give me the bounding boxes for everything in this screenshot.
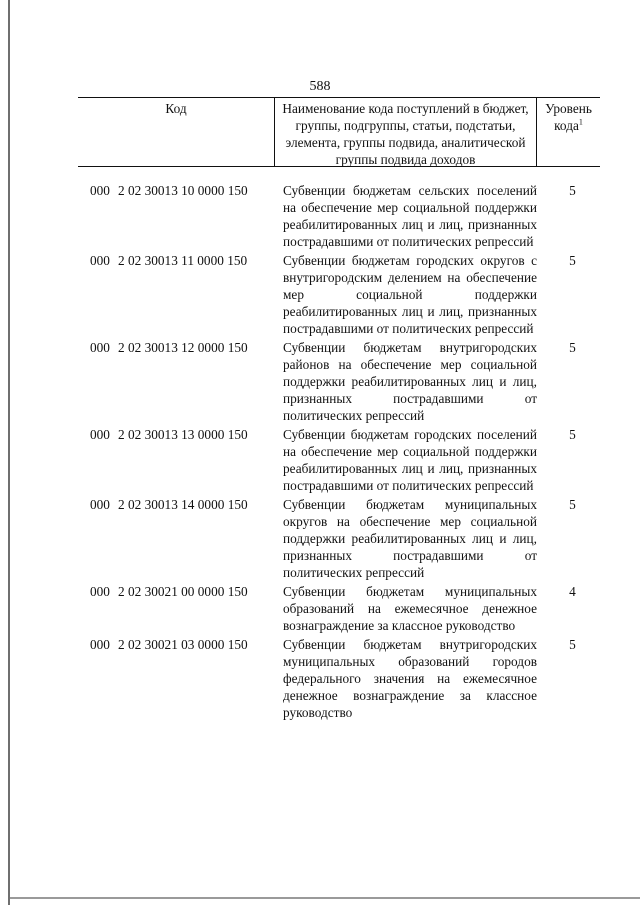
row-level: 5 bbox=[569, 497, 576, 512]
header-name: Наименование кода поступлений в бюджет, группы, подгруппы, статьи, подстатьи, элемента, группы подвида, аналитической группы подвида доходов bbox=[275, 98, 537, 166]
row-level: 5 bbox=[569, 340, 576, 355]
row-prefix: 000 bbox=[90, 637, 110, 652]
row-level: 5 bbox=[569, 183, 576, 198]
page-number: 588 bbox=[309, 79, 331, 94]
table-header bbox=[78, 97, 600, 167]
row-code: 2 02 30013 14 0000 150 bbox=[118, 497, 248, 512]
row-prefix: 000 bbox=[90, 497, 110, 512]
table-row bbox=[78, 636, 600, 721]
header-code: Код bbox=[78, 98, 275, 166]
row-level: 5 bbox=[569, 637, 576, 652]
row-prefix: 000 bbox=[90, 253, 110, 268]
row-code: 2 02 30021 03 0000 150 bbox=[118, 637, 248, 652]
header-level-footnote: 1 bbox=[578, 117, 583, 127]
row-code: 2 02 30013 11 0000 150 bbox=[118, 253, 248, 268]
header-level-label: Уровень кода bbox=[545, 101, 592, 133]
table-row bbox=[78, 339, 600, 424]
scan-edge-bottom bbox=[10, 897, 640, 899]
row-code: 2 02 30021 00 0000 150 bbox=[118, 584, 248, 599]
scan-edge-left bbox=[8, 0, 10, 905]
row-code: 2 02 30013 10 0000 150 bbox=[118, 183, 248, 198]
table-row bbox=[78, 182, 600, 250]
row-name: Субвенции бюджетам внутригородских муниципальных образований городов федерального значения на ежемесячное денежное вознаграждение за классное руководство bbox=[283, 637, 537, 720]
table-row bbox=[78, 583, 600, 634]
row-name: Субвенции бюджетам муниципальных образований на ежемесячное денежное вознаграждение за классное руководство bbox=[283, 584, 537, 633]
header-level bbox=[537, 98, 600, 166]
row-code: 2 02 30013 13 0000 150 bbox=[118, 427, 248, 442]
row-name: Субвенции бюджетам внутригородских районов на обеспечение мер социальной поддержки реабилитированных лиц и лиц, признанных пострадавшими от политических репрессий bbox=[283, 340, 537, 423]
row-prefix: 000 bbox=[90, 427, 110, 442]
row-level: 5 bbox=[569, 427, 576, 442]
row-level: 4 bbox=[569, 584, 576, 599]
row-name: Субвенции бюджетам городских поселений на обеспечение мер социальной поддержки реабилитированных лиц и лиц, признанных пострадавшими от политических репрессий bbox=[283, 427, 537, 493]
table-row bbox=[78, 496, 600, 581]
row-prefix: 000 bbox=[90, 584, 110, 599]
row-name: Субвенции бюджетам сельских поселений на обеспечение мер социальной поддержки реабилитированных лиц и лиц, признанных пострадавшими от политических репрессий bbox=[283, 183, 537, 249]
row-prefix: 000 bbox=[90, 340, 110, 355]
table-row bbox=[78, 252, 600, 337]
row-level: 5 bbox=[569, 253, 576, 268]
row-name: Субвенции бюджетам городских округов с внутригородским делением на обеспечение мер социальной поддержки реабилитированных лиц и лиц, признанных пострадавшими от политических репрессий bbox=[283, 253, 537, 336]
table-row bbox=[78, 426, 600, 494]
row-name: Субвенции бюджетам муниципальных округов на обеспечение мер социальной поддержки реабилитированных лиц и лиц, признанных пострадавшими от политических репрессий bbox=[283, 497, 537, 580]
row-code: 2 02 30013 12 0000 150 bbox=[118, 340, 248, 355]
table-body bbox=[78, 182, 600, 723]
row-prefix: 000 bbox=[90, 183, 110, 198]
